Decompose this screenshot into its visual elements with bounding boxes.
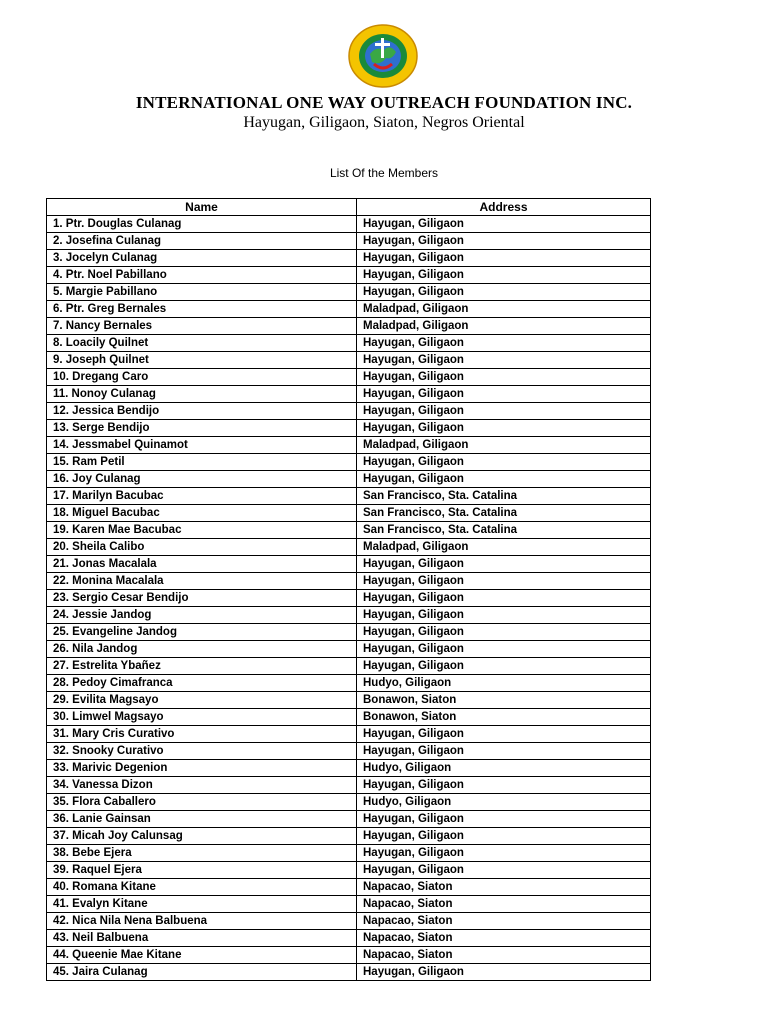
member-name-cell: 13. Serge Bendijo <box>47 420 357 437</box>
member-name-cell: 32. Snooky Curativo <box>47 743 357 760</box>
member-address-cell: San Francisco, Sta. Catalina <box>357 522 651 539</box>
table-row <box>47 505 651 522</box>
table-row <box>47 233 651 250</box>
member-address-cell: Maladpad, Giligaon <box>357 318 651 335</box>
member-name-cell: 33. Marivic Degenion <box>47 760 357 777</box>
table-row <box>47 488 651 505</box>
member-address-cell: Hayugan, Giligaon <box>357 250 651 267</box>
member-address-cell: Hayugan, Giligaon <box>357 267 651 284</box>
table-row <box>47 777 651 794</box>
member-name-cell: 30. Limwel Magsayo <box>47 709 357 726</box>
member-name-cell: 1. Ptr. Douglas Culanag <box>47 216 357 233</box>
member-name-cell: 12. Jessica Bendijo <box>47 403 357 420</box>
table-row <box>47 386 651 403</box>
table-row <box>47 913 651 930</box>
table-row <box>47 828 651 845</box>
table-row <box>47 250 651 267</box>
member-address-cell: Hayugan, Giligaon <box>357 556 651 573</box>
member-address-cell: Hayugan, Giligaon <box>357 420 651 437</box>
member-name-cell: 43. Neil Balbuena <box>47 930 357 947</box>
member-address-cell: Hayugan, Giligaon <box>357 471 651 488</box>
member-address-cell: Hayugan, Giligaon <box>357 403 651 420</box>
member-address-cell: Napacao, Siaton <box>357 930 651 947</box>
member-address-cell: Hayugan, Giligaon <box>357 607 651 624</box>
table-row <box>47 318 651 335</box>
table-row <box>47 607 651 624</box>
member-address-cell: Maladpad, Giligaon <box>357 301 651 318</box>
table-row <box>47 335 651 352</box>
member-name-cell: 21. Jonas Macalala <box>47 556 357 573</box>
member-address-cell: Hayugan, Giligaon <box>357 811 651 828</box>
table-row <box>47 573 651 590</box>
member-address-cell: Hudyo, Giligaon <box>357 794 651 811</box>
member-address-cell: Hayugan, Giligaon <box>357 335 651 352</box>
member-address-cell: Hayugan, Giligaon <box>357 216 651 233</box>
table-row <box>47 301 651 318</box>
member-address-cell: Hayugan, Giligaon <box>357 386 651 403</box>
member-name-cell: 45. Jaira Culanag <box>47 964 357 981</box>
member-address-cell: Hayugan, Giligaon <box>357 454 651 471</box>
member-name-cell: 16. Joy Culanag <box>47 471 357 488</box>
column-header-address: Address <box>357 199 651 216</box>
member-address-cell: Hayugan, Giligaon <box>357 641 651 658</box>
member-name-cell: 6. Ptr. Greg Bernales <box>47 301 357 318</box>
member-name-cell: 19. Karen Mae Bacubac <box>47 522 357 539</box>
foundation-seal-icon <box>348 24 418 88</box>
table-row <box>47 352 651 369</box>
member-name-cell: 38. Bebe Ejera <box>47 845 357 862</box>
member-name-cell: 29. Evilita Magsayo <box>47 692 357 709</box>
member-address-cell: Napacao, Siaton <box>357 896 651 913</box>
organization-address: Hayugan, Giligaon, Siaton, Negros Oriental <box>243 114 525 131</box>
table-row <box>47 964 651 981</box>
member-name-cell: 40. Romana Kitane <box>47 879 357 896</box>
table-row <box>47 726 651 743</box>
member-address-cell: Hayugan, Giligaon <box>357 777 651 794</box>
table-row <box>47 539 651 556</box>
table-row <box>47 692 651 709</box>
member-address-cell: Hayugan, Giligaon <box>357 658 651 675</box>
table-row <box>47 862 651 879</box>
member-name-cell: 37. Micah Joy Calunsag <box>47 828 357 845</box>
foundation-logo <box>348 24 418 88</box>
member-name-cell: 39. Raquel Ejera <box>47 862 357 879</box>
member-name-cell: 5. Margie Pabillano <box>47 284 357 301</box>
table-row <box>47 403 651 420</box>
member-name-cell: 27. Estrelita Ybañez <box>47 658 357 675</box>
member-address-cell: Napacao, Siaton <box>357 947 651 964</box>
member-address-cell: Hayugan, Giligaon <box>357 352 651 369</box>
table-row <box>47 471 651 488</box>
member-address-cell: San Francisco, Sta. Catalina <box>357 505 651 522</box>
member-name-cell: 20. Sheila Calibo <box>47 539 357 556</box>
member-name-cell: 41. Evalyn Kitane <box>47 896 357 913</box>
table-row <box>47 794 651 811</box>
table-row <box>47 454 651 471</box>
member-name-cell: 8. Loacily Quilnet <box>47 335 357 352</box>
member-name-cell: 7. Nancy Bernales <box>47 318 357 335</box>
table-row <box>47 437 651 454</box>
member-name-cell: 2. Josefina Culanag <box>47 233 357 250</box>
table-row <box>47 556 651 573</box>
organization-name: INTERNATIONAL ONE WAY OUTREACH FOUNDATION INC. <box>135 93 633 112</box>
table-row <box>47 590 651 607</box>
member-address-cell: San Francisco, Sta. Catalina <box>357 488 651 505</box>
table-row <box>47 284 651 301</box>
table-row <box>47 675 651 692</box>
table-row <box>47 624 651 641</box>
member-name-cell: 36. Lanie Gainsan <box>47 811 357 828</box>
table-row <box>47 930 651 947</box>
table-header-row <box>47 199 651 216</box>
member-name-cell: 4. Ptr. Noel Pabillano <box>47 267 357 284</box>
table-row <box>47 420 651 437</box>
member-address-cell: Napacao, Siaton <box>357 913 651 930</box>
member-address-cell: Hayugan, Giligaon <box>357 233 651 250</box>
member-address-cell: Bonawon, Siaton <box>357 692 651 709</box>
member-name-cell: 42. Nica Nila Nena Balbuena <box>47 913 357 930</box>
list-title: List Of the Members <box>329 166 439 180</box>
table-row <box>47 709 651 726</box>
table-row <box>47 369 651 386</box>
member-name-cell: 14. Jessmabel Quinamot <box>47 437 357 454</box>
member-name-cell: 24. Jessie Jandog <box>47 607 357 624</box>
members-table-body <box>47 216 651 981</box>
member-name-cell: 44. Queenie Mae Kitane <box>47 947 357 964</box>
table-row <box>47 216 651 233</box>
member-address-cell: Hudyo, Giligaon <box>357 675 651 692</box>
member-address-cell: Hayugan, Giligaon <box>357 964 651 981</box>
member-name-cell: 18. Miguel Bacubac <box>47 505 357 522</box>
member-address-cell: Hayugan, Giligaon <box>357 573 651 590</box>
member-address-cell: Bonawon, Siaton <box>357 709 651 726</box>
member-name-cell: 15. Ram Petil <box>47 454 357 471</box>
column-header-name: Name <box>47 199 357 216</box>
member-address-cell: Hayugan, Giligaon <box>357 590 651 607</box>
member-name-cell: 3. Jocelyn Culanag <box>47 250 357 267</box>
member-address-cell: Hudyo, Giligaon <box>357 760 651 777</box>
members-table <box>46 198 651 981</box>
member-address-cell: Hayugan, Giligaon <box>357 828 651 845</box>
table-row <box>47 896 651 913</box>
member-name-cell: 9. Joseph Quilnet <box>47 352 357 369</box>
table-row <box>47 947 651 964</box>
member-name-cell: 26. Nila Jandog <box>47 641 357 658</box>
member-address-cell: Hayugan, Giligaon <box>357 726 651 743</box>
table-row <box>47 658 651 675</box>
member-name-cell: 34. Vanessa Dizon <box>47 777 357 794</box>
member-name-cell: 31. Mary Cris Curativo <box>47 726 357 743</box>
table-row <box>47 845 651 862</box>
table-row <box>47 267 651 284</box>
member-name-cell: 22. Monina Macalala <box>47 573 357 590</box>
member-name-cell: 10. Dregang Caro <box>47 369 357 386</box>
table-row <box>47 811 651 828</box>
table-row <box>47 879 651 896</box>
member-name-cell: 25. Evangeline Jandog <box>47 624 357 641</box>
table-row <box>47 522 651 539</box>
member-name-cell: 11. Nonoy Culanag <box>47 386 357 403</box>
member-address-cell: Hayugan, Giligaon <box>357 862 651 879</box>
member-name-cell: 35. Flora Caballero <box>47 794 357 811</box>
member-address-cell: Hayugan, Giligaon <box>357 743 651 760</box>
member-address-cell: Hayugan, Giligaon <box>357 624 651 641</box>
member-name-cell: 17. Marilyn Bacubac <box>47 488 357 505</box>
member-name-cell: 28. Pedoy Cimafranca <box>47 675 357 692</box>
member-name-cell: 23. Sergio Cesar Bendijo <box>47 590 357 607</box>
member-address-cell: Maladpad, Giligaon <box>357 539 651 556</box>
table-row <box>47 641 651 658</box>
member-address-cell: Napacao, Siaton <box>357 879 651 896</box>
table-row <box>47 743 651 760</box>
member-address-cell: Hayugan, Giligaon <box>357 845 651 862</box>
member-address-cell: Hayugan, Giligaon <box>357 284 651 301</box>
member-address-cell: Hayugan, Giligaon <box>357 369 651 386</box>
member-address-cell: Maladpad, Giligaon <box>357 437 651 454</box>
table-row <box>47 760 651 777</box>
